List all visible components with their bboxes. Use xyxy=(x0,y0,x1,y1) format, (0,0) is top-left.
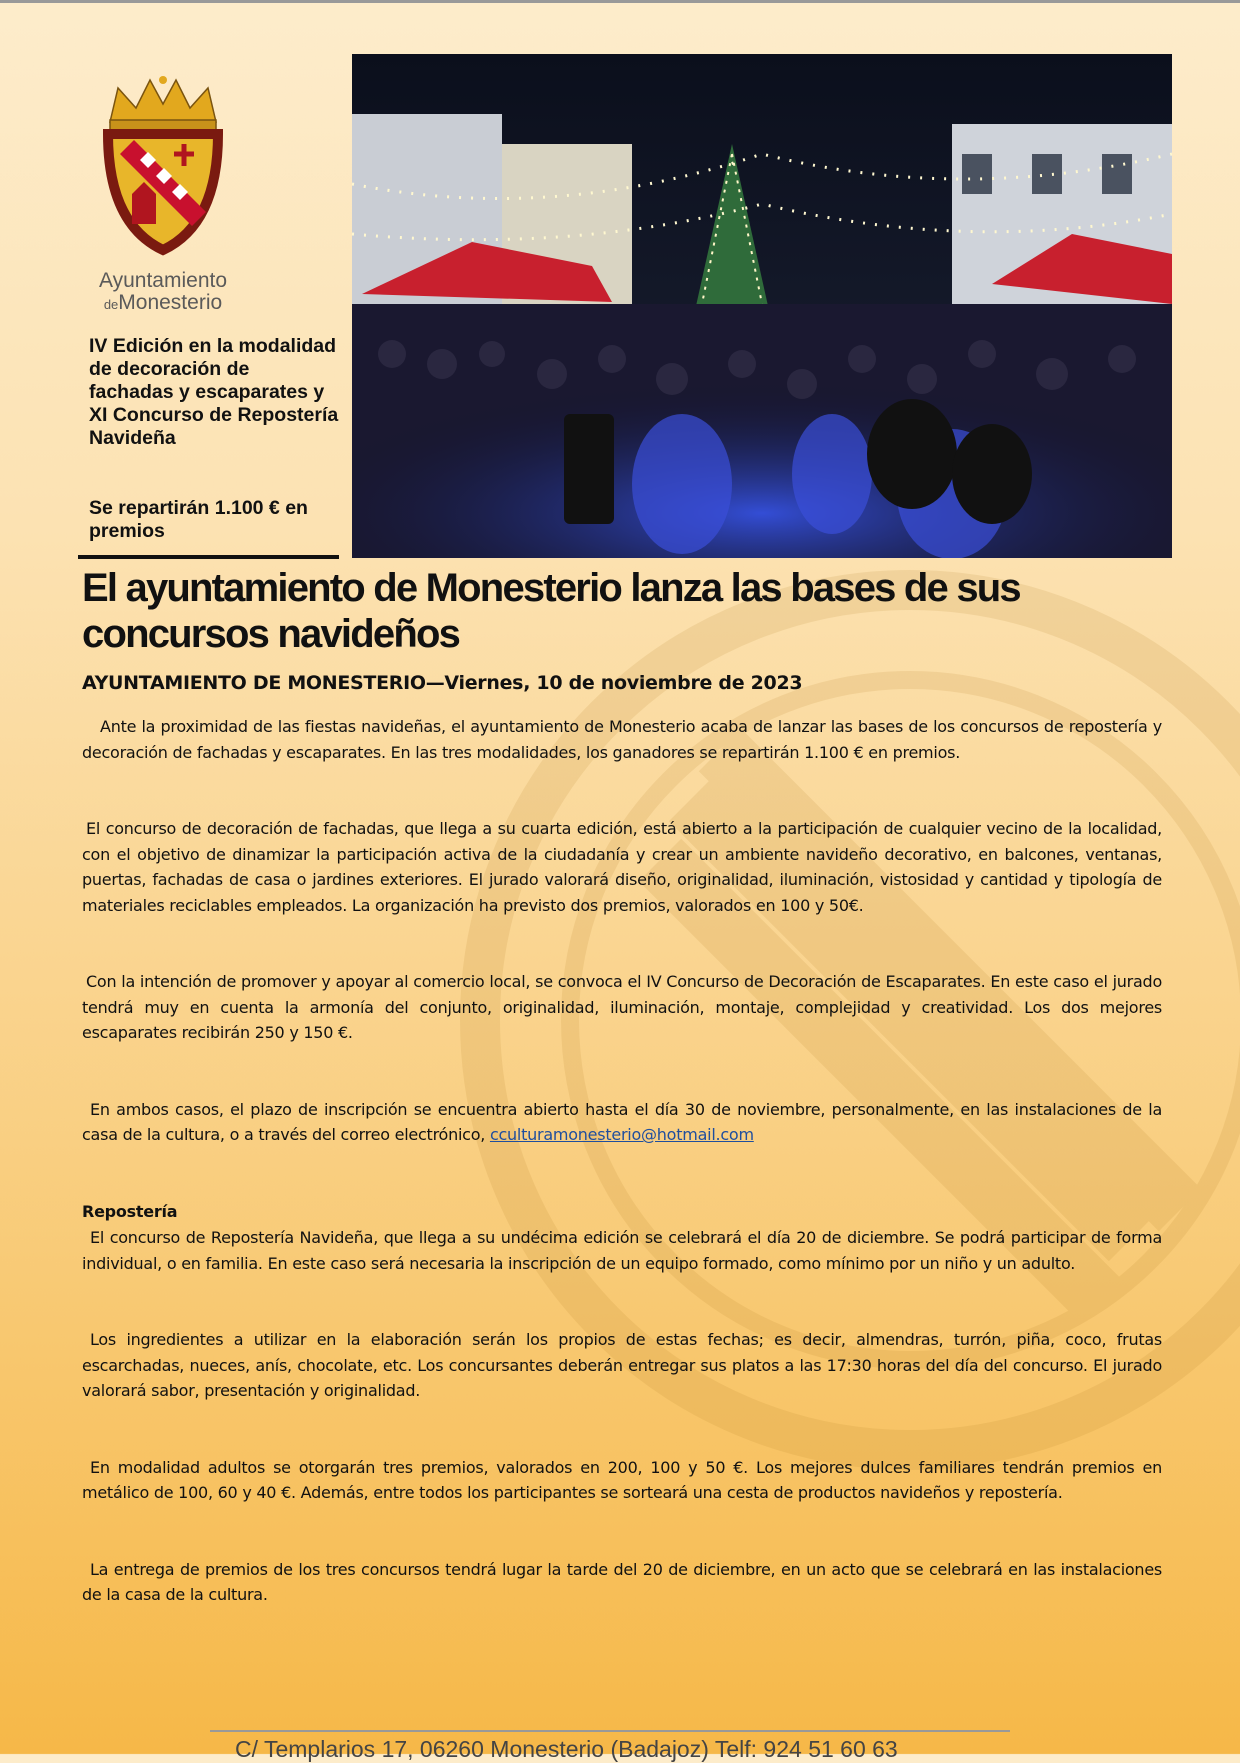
sidebar-prize: Se repartirán 1.100 € en premios xyxy=(89,497,308,542)
contact-email-link[interactable]: cculturamonesterio@hotmail.com xyxy=(489,1125,754,1144)
article-paragraph-5: El concurso de Repostería Navideña, que llega a su undécima edición se celebrará el día 20 de diciembre. Se podrá participar de forma individual, o en familia. En este caso será necesaria la inscripción de un equipo formado, como mínimo por un niño y un adulto. xyxy=(82,1228,1162,1273)
article-paragraph-6: Los ingredientes a utilizar en la elaboración serán los propios de estas fechas; es decir, almendras, turrón, piña, coco, frutas escarchadas, nueces, anís, chocolate, etc. Los concursantes deberán entregar sus platos a las 17:30 horas del día del concurso. El jurado valorará sabor, presentación y originalidad. xyxy=(82,1330,1162,1400)
sidebar-divider xyxy=(78,555,339,559)
logo-wordmark xyxy=(88,270,238,316)
article-dateline: AYUNTAMIENTO DE MONESTERIO—Viernes, 10 de noviembre de 2023 xyxy=(82,672,803,694)
coat-of-arms-logo xyxy=(88,74,238,274)
sidebar-headline: IV Edición en la modalidad de decoración de fachadas y escaparates y XI Concurso de Repostería Navideña xyxy=(89,335,339,449)
section-subheading: Repostería xyxy=(82,1201,178,1221)
christmas-market-photo xyxy=(352,54,1172,558)
logo-name-prefix: de xyxy=(103,297,119,312)
article-paragraph-4-text: En ambos casos, el plazo de inscripción se encuentra abierto hasta el día 30 de noviembre, personalmente, en las instalaciones de la casa de la cultura, o a través del correo electrónico, xyxy=(82,1099,1162,1144)
logo-name-town: Monesterio xyxy=(118,291,223,314)
article-paragraph-7: En modalidad adultos se otorgarán tres premios, valorados en 200, 100 y 50 €. Los mejores dulces familiares tendrán premios en metálico de 100, 60 y 40 €. Además, entre todos los participantes se sorteará una cesta de productos navideños y repostería. xyxy=(82,1457,1162,1502)
article-paragraph-2: El concurso de decoración de fachadas, que llega a su cuarta edición, está abierto a la participación de cualquier vecino de la localidad, con el objetivo de dinamizar la participación activa de la ciudadanía y crear un ambiente navideño decorativo, en balcones, ventanas, puertas, fachadas de casa o jardines exteriores. El jurado valorará diseño, originalidad, iluminación, vistosidad y cantidad y tipología de materiales reciclables empleados. La organización ha previsto dos premios, valorados en 100 y 50€. xyxy=(82,819,1162,915)
article-body xyxy=(82,714,1162,1608)
article-title: El ayuntamiento de Monesterio lanza las bases de sus concursos navideños xyxy=(82,566,1020,656)
logo-name-line2 xyxy=(88,292,238,316)
article-paragraph-3: Con la intención de promover y apoyar al comercio local, se convoca el IV Concurso de Decoración de Escaparates. En este caso el jurado tendrá muy en cuenta la armonía del conjunto, originalidad, iluminación, montaje, complejidad y creatividad. Los dos mejores escaparates recibirán 250 y 150 €. xyxy=(82,972,1162,1042)
article-paragraph-1: Ante la proximidad de las fiestas navideñas, el ayuntamiento de Monesterio acaba de lanzar las bases de los concursos de repostería y decoración de fachadas y escaparates. En las tres modalidades, los ganadores se repartirán 1.100 € en premios. xyxy=(82,717,1162,762)
logo-name-line1: Ayuntamiento xyxy=(98,269,228,292)
article-paragraph-4 xyxy=(82,1097,1162,1148)
footer-address: C/ Templarios 17, 06260 Monesterio (Badajoz) Telf: 924 51 60 63 xyxy=(235,1736,898,1762)
footer-divider xyxy=(210,1730,1010,1732)
article-paragraph-8: La entrega de premios de los tres concursos tendrá lugar la tarde del 20 de diciembre, en un acto que se celebrará en las instalaciones de la casa de la cultura. xyxy=(82,1559,1162,1604)
